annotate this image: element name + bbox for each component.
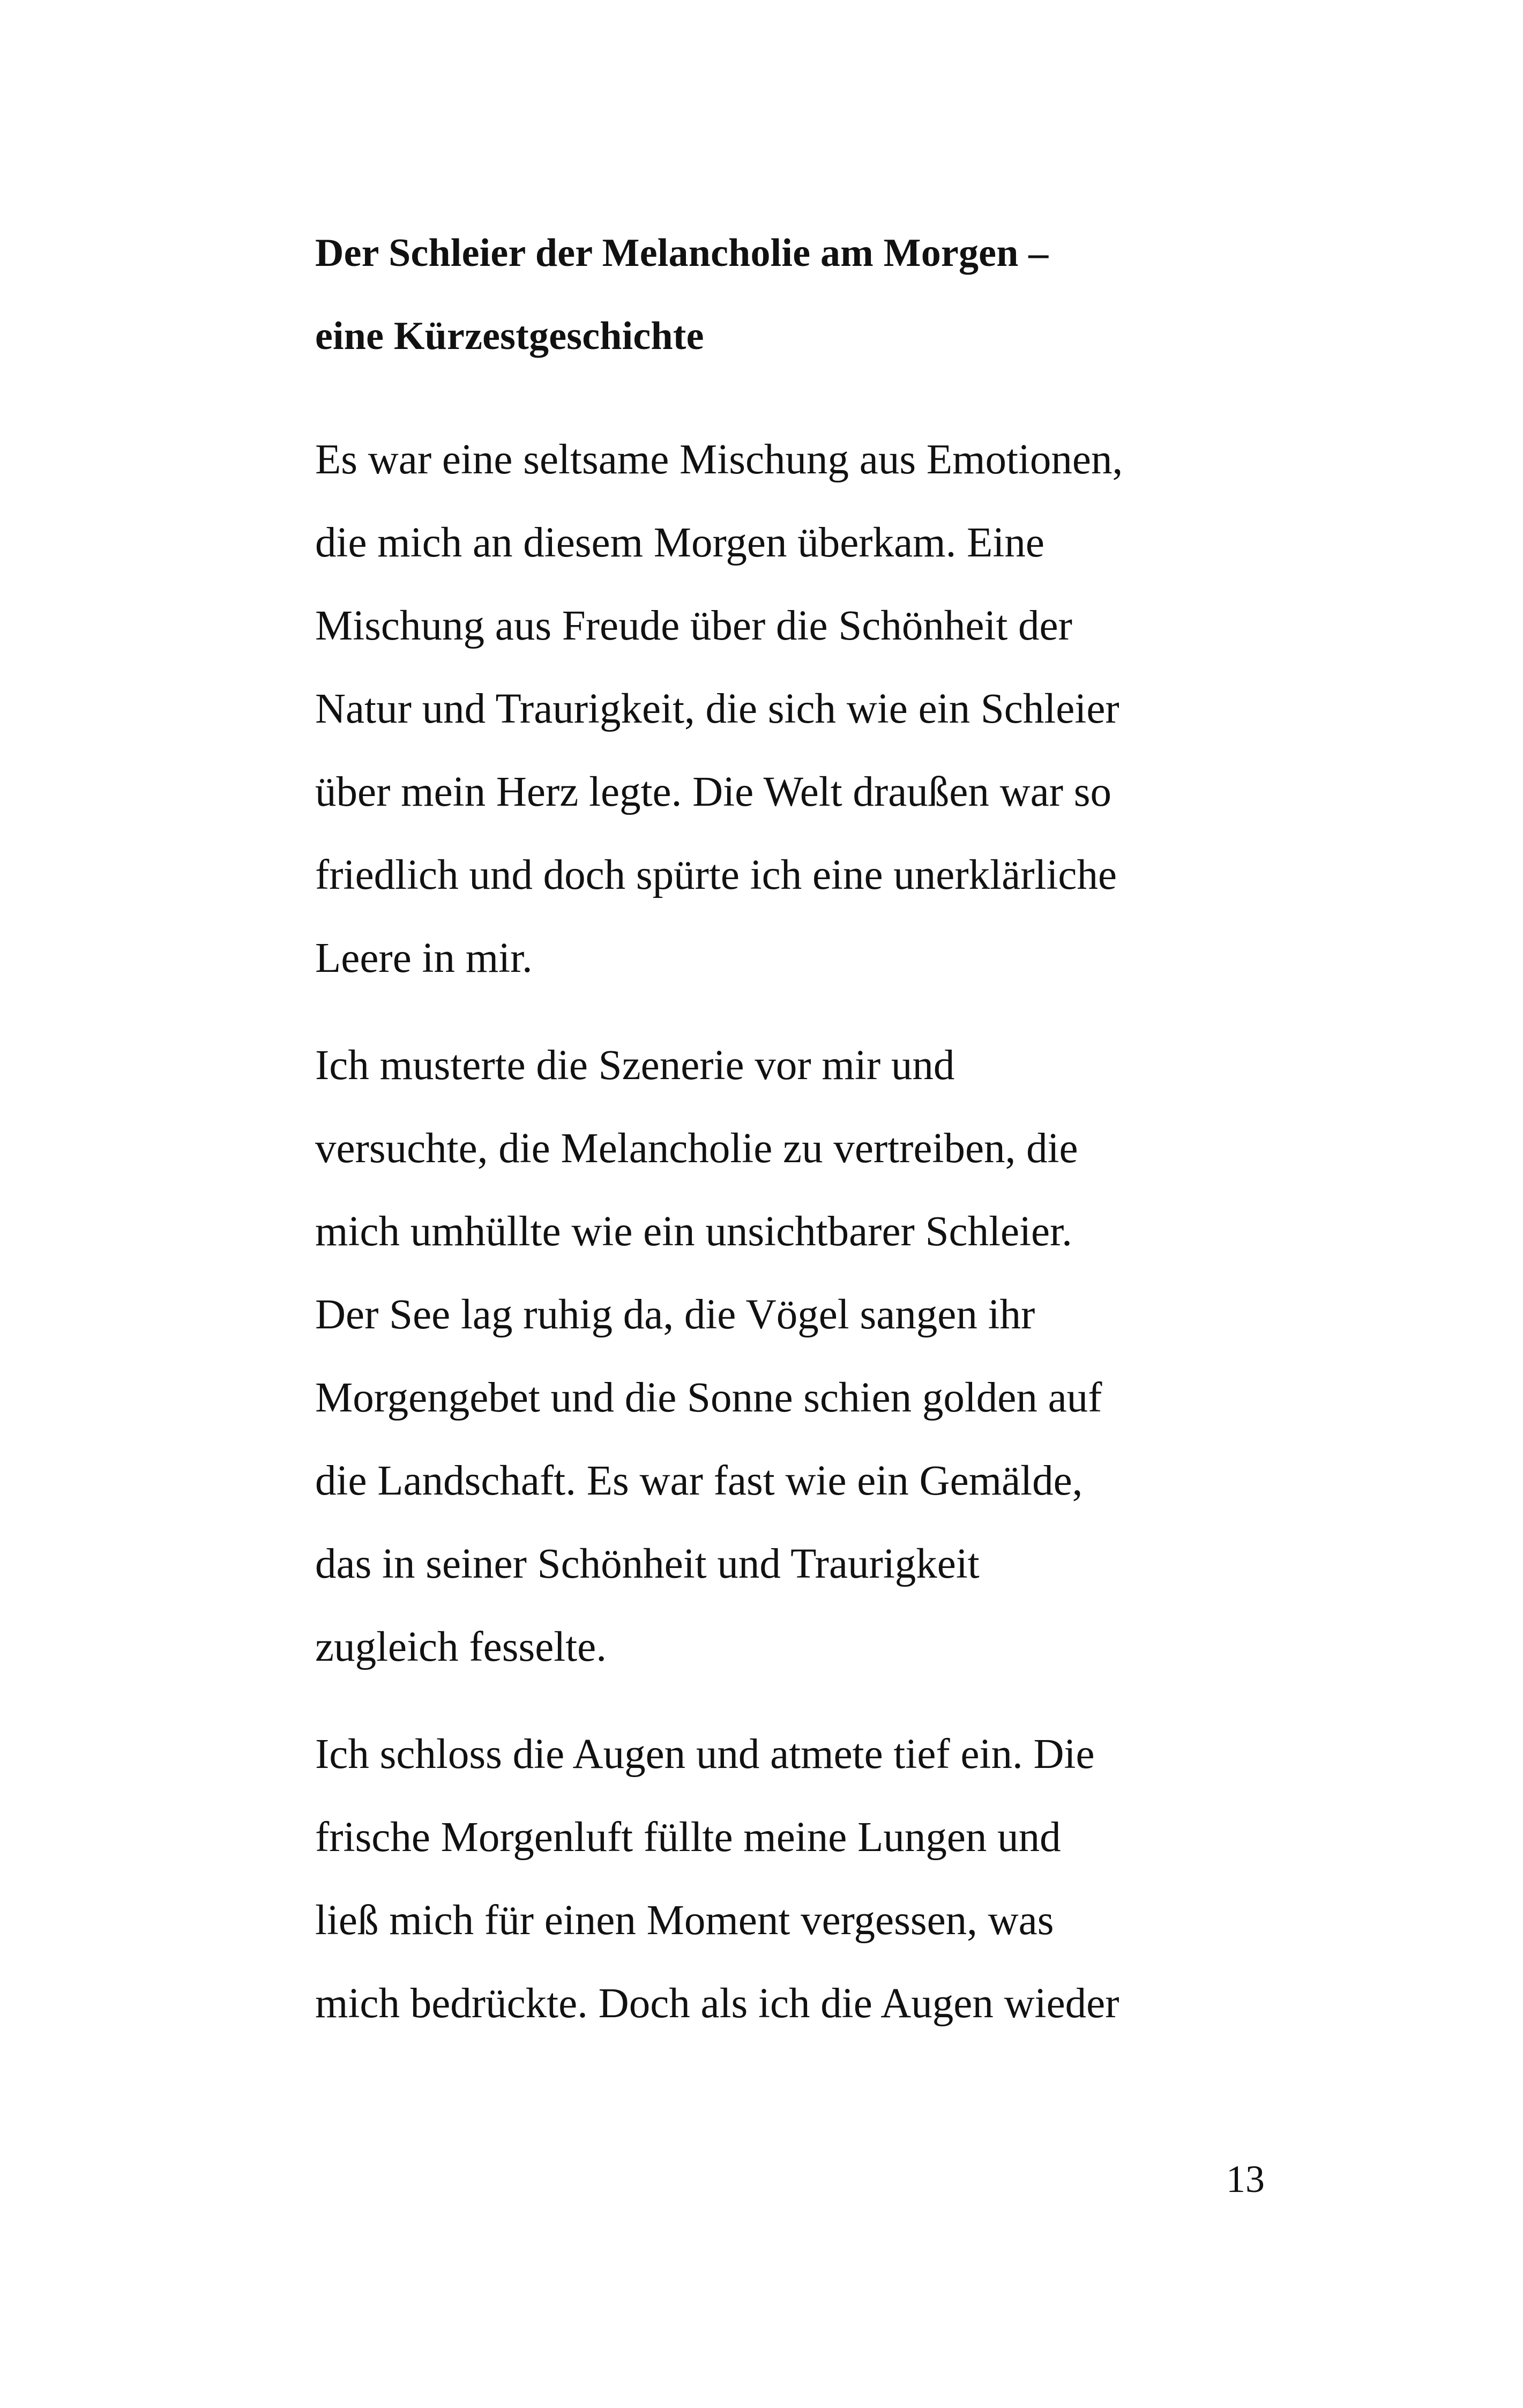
page-number: 13 xyxy=(1226,2158,1265,2201)
text-line: Natur und Traurigkeit, die sich wie ein Schleier xyxy=(315,686,1119,732)
paragraph-1 xyxy=(315,418,1312,1000)
text-line: mich bedrückte. Doch als ich die Augen wieder xyxy=(315,1980,1119,2027)
story-text xyxy=(315,418,1312,2069)
text-line: über mein Herz legte. Die Welt draußen war so xyxy=(315,769,1112,815)
text-line: die mich an diesem Morgen überkam. Eine xyxy=(315,519,1044,566)
text-line: Leere in mir. xyxy=(315,935,533,982)
paragraph-2 xyxy=(315,1024,1312,1689)
text-line: Der See lag ruhig da, die Vögel sangen ihr xyxy=(315,1291,1035,1338)
text-line: Ich musterte die Szenerie vor mir und xyxy=(315,1042,955,1089)
text-line: frische Morgenluft füllte meine Lungen und xyxy=(315,1814,1061,1861)
text-line: versuchte, die Melancholie zu vertreiben, die xyxy=(315,1125,1078,1172)
text-line: Ich schloss die Augen und atmete tief ein. Die xyxy=(315,1731,1095,1778)
chapter-heading xyxy=(315,212,1307,378)
text-line: friedlich und doch spürte ich eine unerklärliche xyxy=(315,852,1117,898)
paragraph-3 xyxy=(315,1713,1312,2045)
text-line: ließ mich für einen Moment vergessen, was xyxy=(315,1897,1054,1944)
text-line: das in seiner Schönheit und Traurigkeit xyxy=(315,1541,980,1587)
text-line: die Landschaft. Es war fast wie ein Gemälde, xyxy=(315,1458,1083,1504)
text-line: Mischung aus Freude über die Schönheit der xyxy=(315,603,1072,649)
chapter-heading-line-2: eine Kürzestgeschichte xyxy=(315,314,704,358)
chapter-heading-line-1: Der Schleier der Melancholie am Morgen – xyxy=(315,231,1049,275)
text-line: Es war eine seltsame Mischung aus Emotionen, xyxy=(315,436,1123,483)
text-line: mich umhüllte wie ein unsichtbarer Schleier. xyxy=(315,1208,1072,1255)
text-line: zugleich fesselte. xyxy=(315,1624,607,1670)
text-line: Morgengebet und die Sonne schien golden auf xyxy=(315,1374,1102,1421)
